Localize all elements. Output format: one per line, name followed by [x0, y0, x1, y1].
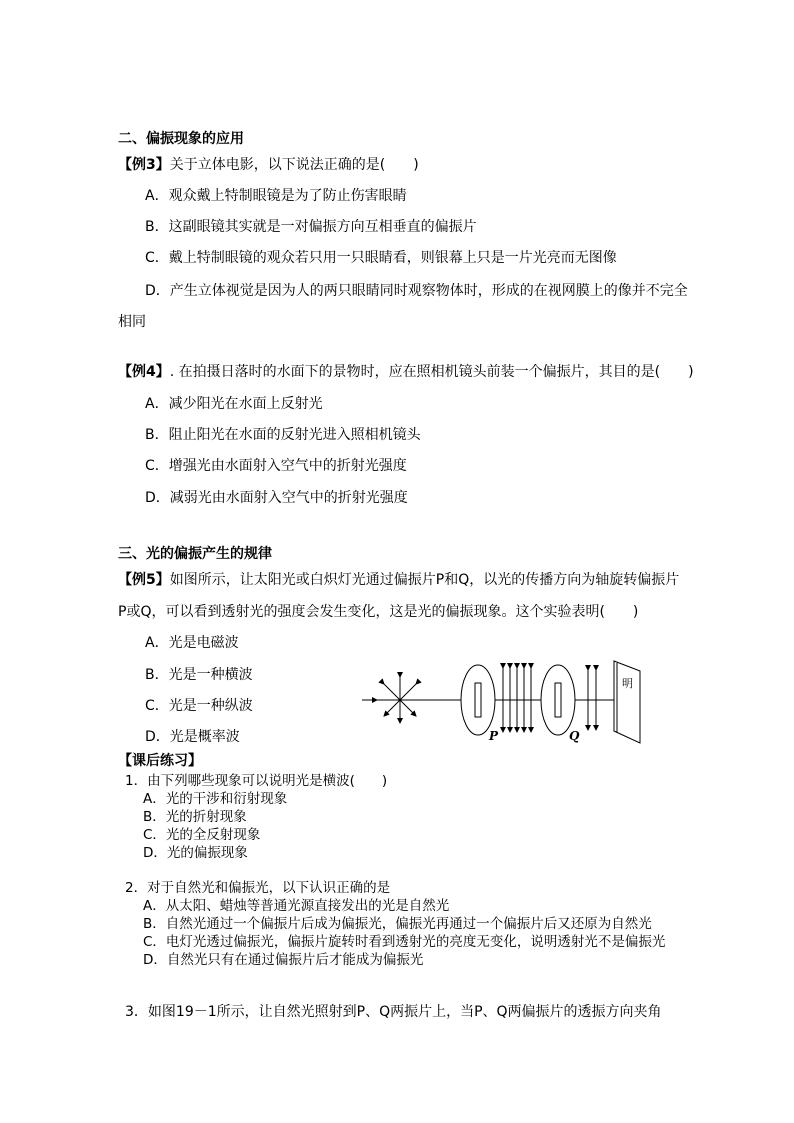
option-a: A．观众戴上特制眼镜是为了防止伤害眼睛 [145, 188, 407, 204]
option-d: D．光是概率波 [145, 729, 240, 745]
option-d: D．减弱光由水面射入空气中的折射光强度 [145, 490, 408, 506]
example-label: 【例4】 [118, 364, 170, 380]
question-3-stem: 3．如图19－1所示，让自然光照射到P、Q两振片上，当P、Q两偏振片的透振方向夹角 [125, 1004, 662, 1020]
label-p: P [489, 729, 499, 743]
q2-option-b: B．自然光通过一个偏振片后成为偏振光，偏振光再通过一个偏振片后又还原为自然光 [143, 916, 652, 932]
question-1-stem: 1．由下列哪些现象可以说明光是横波( ) [125, 773, 388, 789]
q1-option-d: D．光的偏振现象 [143, 845, 248, 861]
option-b: B．光是一种横波 [145, 667, 253, 683]
option-d: D．产生立体视觉是因为人的两只眼睛同时观察物体时，形成的在视网膜上的像并不完全 [145, 283, 688, 299]
question-text: 如图所示，让太阳光或白炽灯光通过偏振片P和Q，以光的传播方向为轴旋转偏振片 [169, 572, 680, 588]
option-c: C．戴上特制眼镜的观众若只用一只眼睛看，则银幕上只是一片光亮而无图像 [145, 250, 617, 266]
q2-option-c: C．电灯光透过偏振光，偏振片旋转时看到透射光的亮度无变化，说明透射光不是偏振光 [143, 934, 666, 950]
option-a: A．减少阳光在水面上反射光 [145, 396, 323, 412]
section-title: 二、偏振现象的应用 [118, 131, 244, 147]
option-b: B．这副眼镜其实就是一对偏振方向互相垂直的偏振片 [145, 219, 477, 235]
example-3-stem [118, 156, 419, 174]
option-a: A．光是电磁波 [145, 635, 239, 651]
example-5-stem-line2: P或Q，可以看到透射光的强度会发生变化，这是光的偏振现象。这个实验表明( ) [118, 604, 639, 620]
polarizer-diagram-svg [360, 655, 645, 750]
label-q: Q [569, 729, 580, 743]
homework-title: 【课后练习】 [118, 753, 202, 769]
question-2-stem: 2．对于自然光和偏振光，以下认识正确的是 [125, 880, 391, 896]
q1-option-c: C．光的全反射现象 [143, 827, 261, 843]
section-title: 三、光的偏振产生的规律 [118, 546, 272, 562]
q2-option-a: A．从太阳、蜡烛等普通光源直接发出的光是自然光 [143, 898, 450, 914]
natural-light-icon [377, 677, 423, 723]
example-label: 【例3】 [118, 157, 170, 173]
option-c: C．光是一种纵波 [145, 698, 253, 714]
option-c: C．增强光由水面射入空气中的折射光强度 [145, 458, 407, 474]
q1-option-a: A．光的干涉和衍射现象 [143, 791, 288, 807]
example-4-stem [118, 363, 694, 381]
option-b: B．阻止阳光在水面的反射光进入照相机镜头 [145, 427, 421, 443]
q2-option-d: D．自然光只有在通过偏振片后才能成为偏振光 [143, 952, 424, 968]
question-text: 关于立体电影，以下说法正确的是( ) [169, 157, 419, 173]
question-text: . 在拍摄日落时的水面下的景物时，应在照相机镜头前装一个偏振片，其目的是( ) [169, 364, 694, 380]
option-d-continuation: 相同 [118, 314, 146, 330]
example-5-stem [118, 571, 679, 589]
polarizer-p [461, 665, 495, 735]
screen [614, 661, 640, 743]
q1-option-b: B．光的折射现象 [143, 809, 247, 825]
polarizer-q [541, 665, 575, 735]
polarizer-diagram [360, 655, 645, 750]
example-label: 【例5】 [118, 572, 170, 588]
screen-label: 明 [622, 677, 633, 690]
